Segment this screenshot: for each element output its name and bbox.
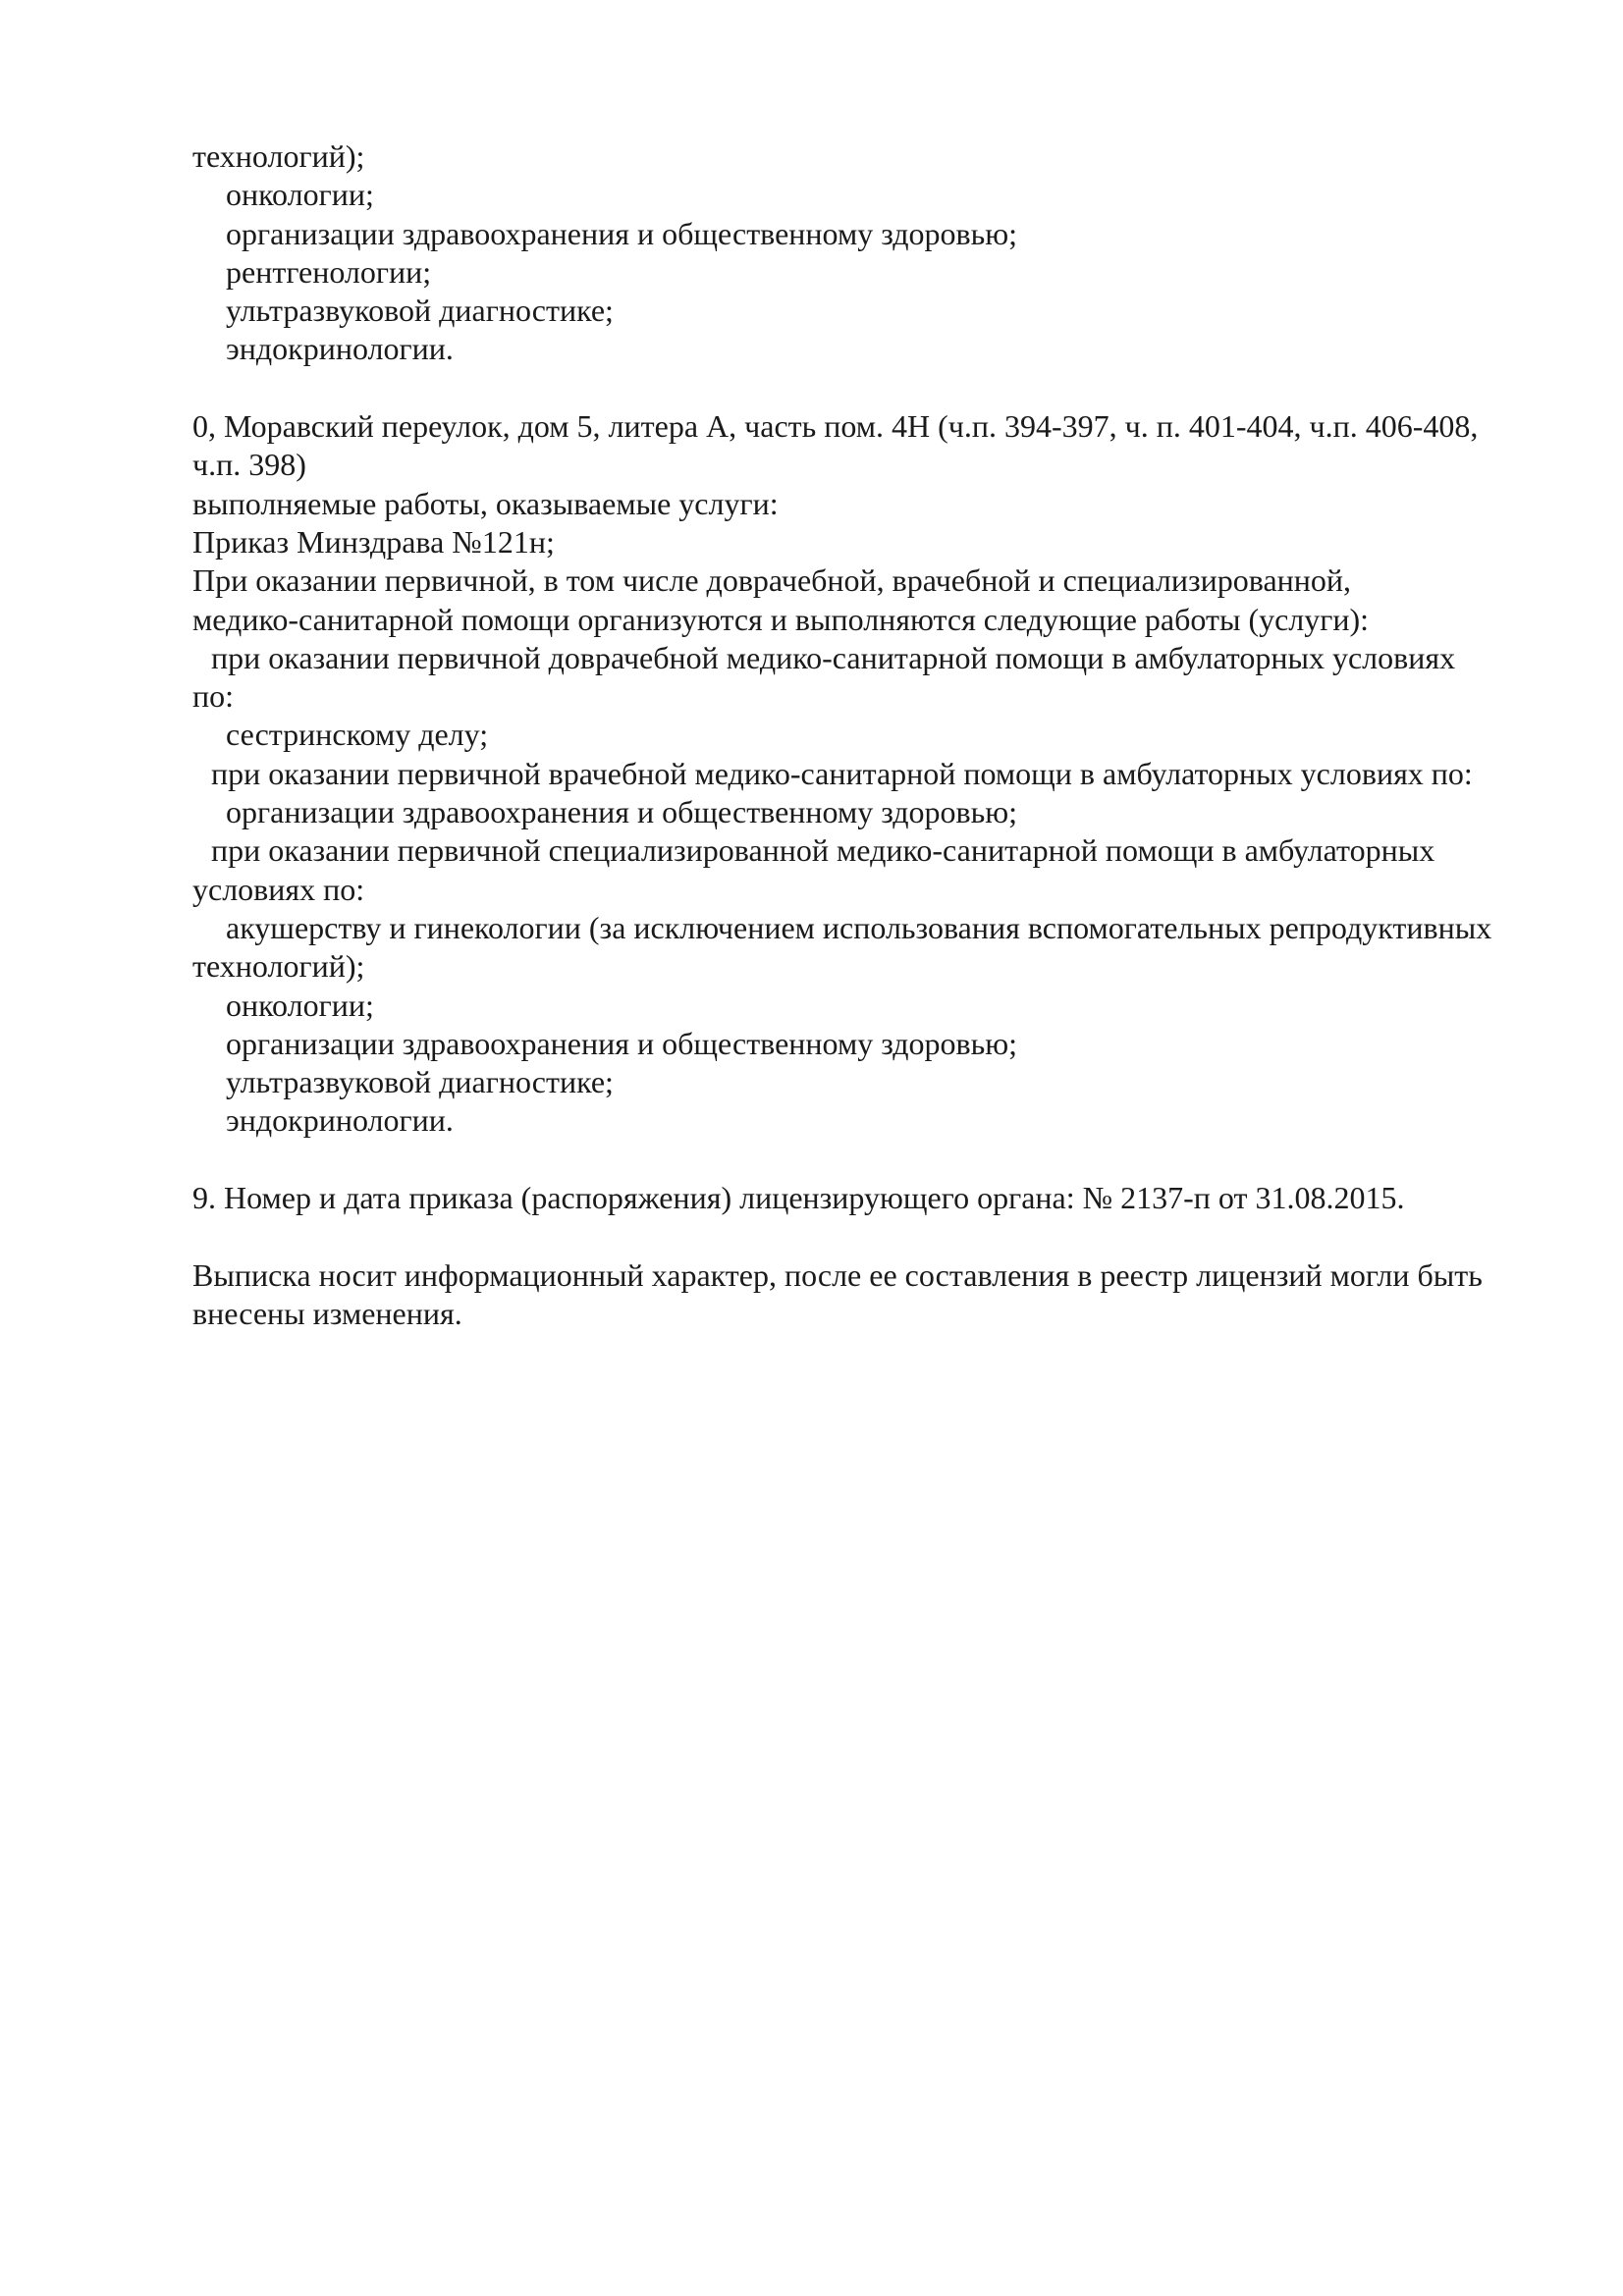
text-line: технологий); [192, 138, 365, 174]
service-item: организации здравоохранения и общественному здоровью; [226, 1025, 1018, 1061]
disclaimer-line: Выписка носит информационный характер, после ее составления в реестр лицензий могли быть [192, 1256, 1483, 1293]
service-item: организации здравоохранения и общественному здоровью; [226, 215, 1018, 251]
address-line: ч.п. 398) [192, 447, 306, 483]
service-item: рентгенологии; [226, 253, 432, 290]
service-item: эндокринологии. [226, 331, 454, 367]
paragraph-gap [192, 1217, 1567, 1255]
order-number-line: 9. Номер и дата приказа (распоряжения) лицензирующего органа: № 2137-п от 31.08.2015. [192, 1180, 1405, 1216]
service-item: акушерству и гинекологии (за исключением использования вспомогательных репродуктивных [226, 909, 1492, 945]
address-line: 0, Моравский переулок, дом 5, литера А, часть пом. 4Н (ч.п. 394-397, ч. п. 401-404, ч.п. 406-408, [192, 408, 1479, 445]
intro-line: медико-санитарной помощи организуются и выполняются следующие работы (услуги): [192, 601, 1370, 637]
care-type-heading: по: [192, 678, 235, 715]
paragraph-gap [192, 1141, 1567, 1179]
order-reference: Приказ Минздрава №121н; [192, 523, 555, 560]
care-type-heading: условиях по: [192, 871, 365, 907]
works-heading: выполняемые работы, оказываемые услуги: [192, 485, 779, 521]
intro-line: При оказании первичной, в том числе доврачебной, врачебной и специализированной, [192, 562, 1352, 599]
care-type-heading: при оказании первичной специализированной медико-санитарной помощи в амбулаторных [211, 832, 1435, 869]
service-item: ультразвуковой диагностике; [226, 1064, 614, 1100]
paragraph-gap [192, 369, 1567, 407]
document-body [192, 137, 1567, 1333]
service-item: онкологии; [226, 177, 374, 213]
disclaimer-line: внесены изменения. [192, 1295, 462, 1331]
service-item: сестринскому делу; [226, 717, 489, 753]
service-item: технологий); [192, 948, 365, 985]
service-item: ультразвуковой диагностике; [226, 293, 614, 329]
care-type-heading: при оказании первичной врачебной медико-санитарной помощи в амбулаторных условиях по: [211, 755, 1473, 791]
service-item: организации здравоохранения и общественному здоровью; [226, 794, 1018, 830]
service-item: эндокринологии. [226, 1102, 454, 1139]
care-type-heading: при оказании первичной доврачебной медико-санитарной помощи в амбулаторных условиях [211, 639, 1456, 675]
service-item: онкологии; [226, 987, 374, 1023]
